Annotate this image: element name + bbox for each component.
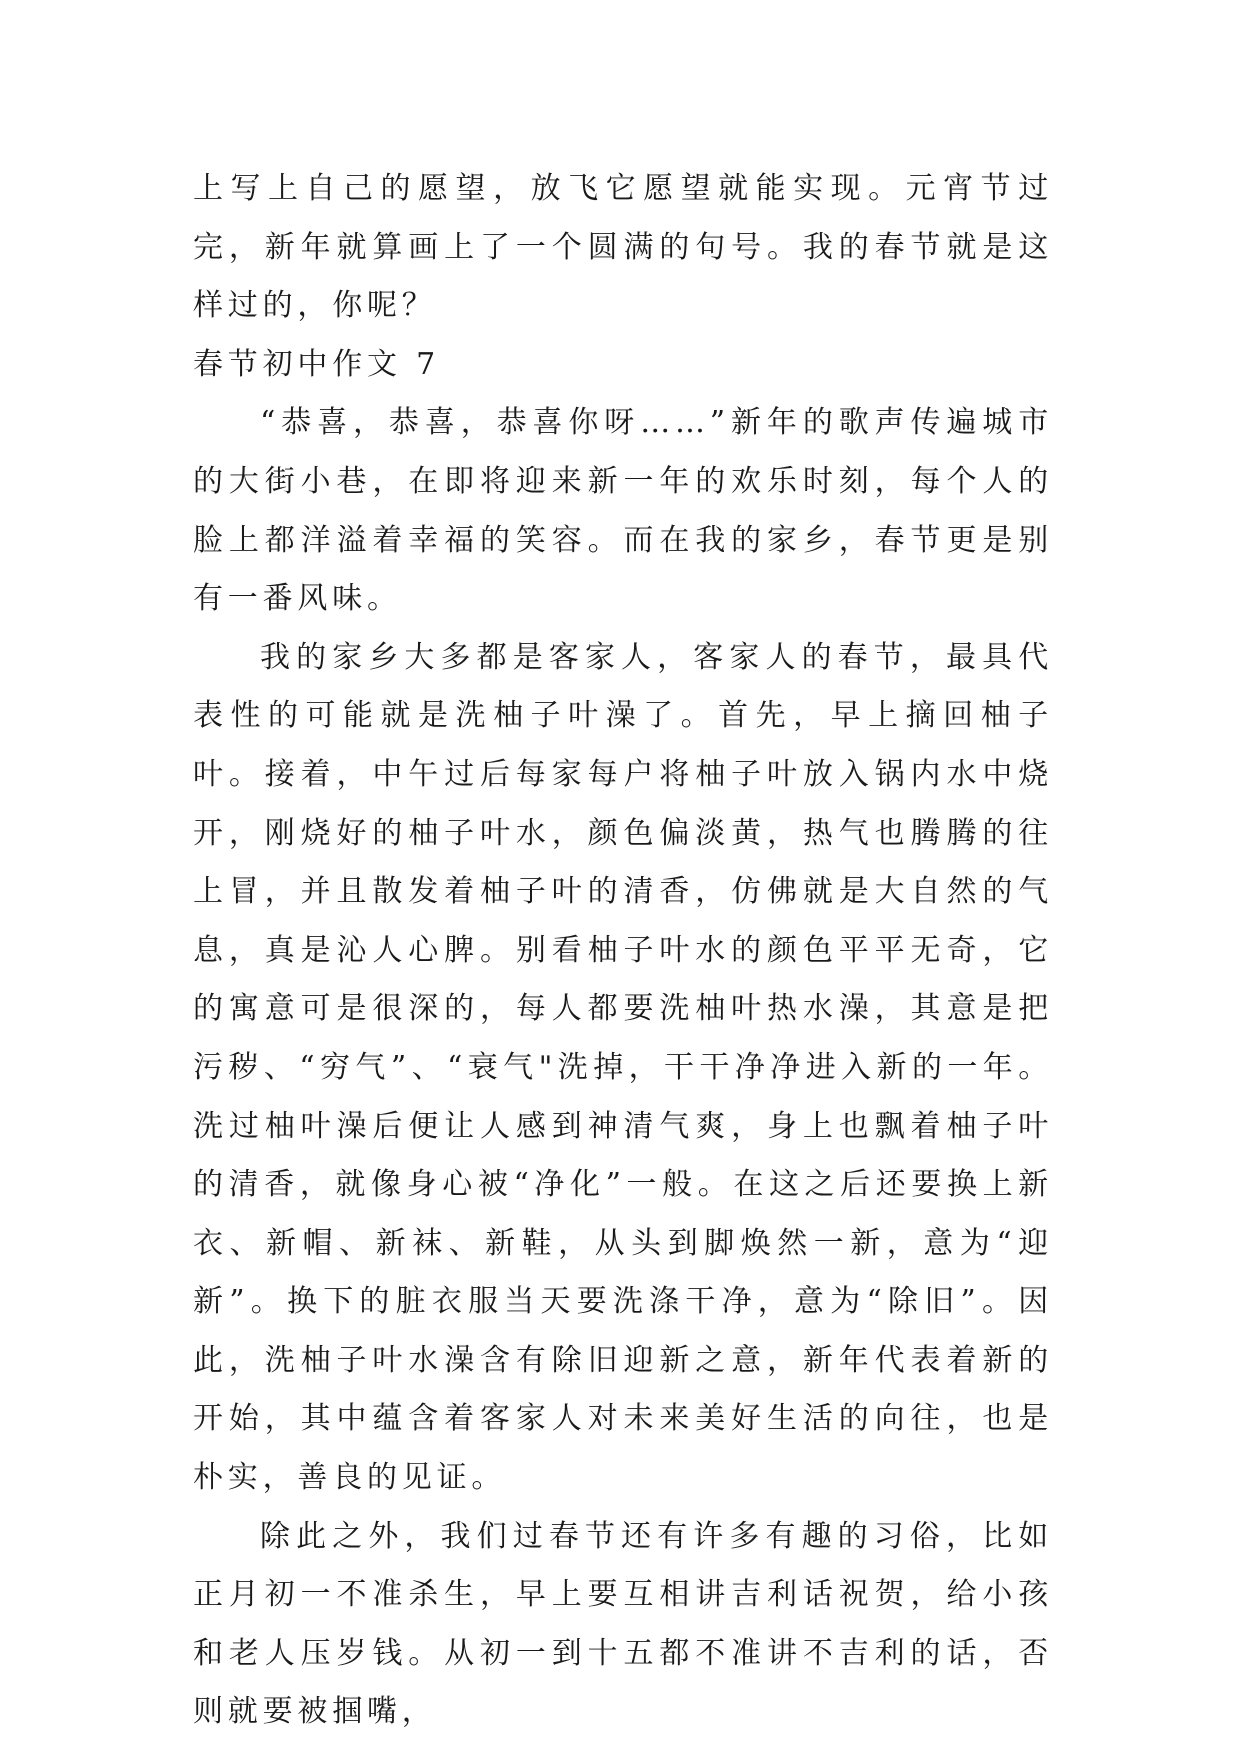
paragraph-other-customs: 除此之外，我们过春节还有许多有趣的习俗，比如正月初一不准杀生，早上要互相讲吉利话祝贺，给小孩和老人压岁钱。从初一到十五都不准讲不吉利的话，否则就要被掴嘴， <box>193 1518 1053 1730</box>
document-page <box>193 160 1053 1742</box>
paragraph-continued: 上写上自己的愿望，放飞它愿望就能实现。元宵节过完，新年就算画上了一个圆满的句号。我的春节就是这样过的，你呢？ <box>193 171 1053 324</box>
section-heading: 春节初中作文 7 <box>193 346 441 382</box>
paragraph-new-year-song: “恭喜，恭喜，恭喜你呀……”新年的歌声传遍城市的大街小巷，在即将迎来新一年的欢乐时刻，每个人的脸上都洋溢着幸福的笑容。而在我的家乡，春节更是别有一番风味。 <box>193 405 1053 617</box>
paragraph-pomelo-leaf-bath: 我的家乡大多都是客家人，客家人的春节，最具代表性的可能就是洗柚子叶澡了。首先，早上摘回柚子叶。接着，中午过后每家每户将柚子叶放入锅内水中烧开，刚烧好的柚子叶水，颜色偏淡黄，热气也腾腾的往上冒，并且散发着柚子叶的清香，仿佛就是大自然的气息，真是沁人心脾。别看柚子叶水的颜色平平无奇，它的寓意可是很深的，每人都要洗柚叶热水澡，其意是把污秽、“穷气”、“衰气"洗掉，干干净净进入新的一年。洗过柚叶澡后便让人感到神清气爽，身上也飘着柚子叶的清香，就像身心被“净化”一般。在这之后还要换上新衣、新帽、新袜、新鞋，从头到脚焕然一新，意为“迎新”。换下的脏衣服当天要洗涤干净，意为“除旧”。因此，洗柚子叶水澡含有除旧迎新之意，新年代表着新的开始，其中蕴含着客家人对未来美好生活的向往，也是朴实，善良的见证。 <box>193 639 1053 1496</box>
